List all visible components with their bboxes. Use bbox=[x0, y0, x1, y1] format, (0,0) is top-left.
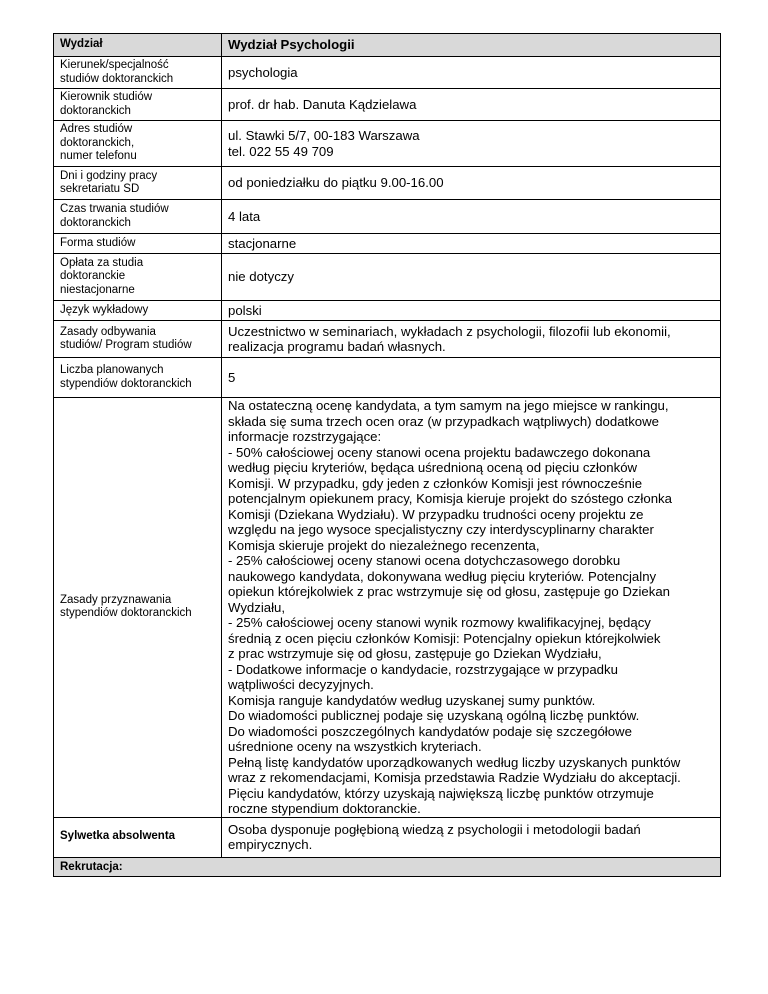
row-value: Osoba dysponuje pogłębioną wiedzą z psychologii i metodologii badań empirycznych. bbox=[222, 817, 721, 857]
row-value: ul. Stawki 5/7, 00-183 Warszawa tel. 022 55 49 709 bbox=[222, 121, 721, 167]
row-value: 4 lata bbox=[222, 200, 721, 234]
table-row bbox=[54, 254, 721, 301]
header-value: Wydział Psychologii bbox=[222, 34, 721, 57]
row-label: Kierownik studiów doktoranckich bbox=[54, 89, 222, 121]
row-value: Uczestnictwo w seminariach, wykładach z psychologii, filozofii lub ekonomii, realizacja programu badań własnych. bbox=[222, 321, 721, 358]
row-value: od poniedziałku do piątku 9.00-16.00 bbox=[222, 167, 721, 200]
recruitment-label: Rekrutacja: bbox=[54, 857, 721, 876]
row-value: stacjonarne bbox=[222, 234, 721, 254]
row-value: 5 bbox=[222, 358, 721, 398]
row-value: psychologia bbox=[222, 57, 721, 89]
table-row bbox=[54, 358, 721, 398]
row-label: Opłata za studia doktoranckie niestacjonarne bbox=[54, 254, 222, 301]
table-row bbox=[54, 121, 721, 167]
row-label: Dni i godziny pracy sekretariatu SD bbox=[54, 167, 222, 200]
table-row bbox=[54, 89, 721, 121]
row-label: Język wykładowy bbox=[54, 301, 222, 321]
table-row bbox=[54, 200, 721, 234]
row-label: Zasady odbywania studiów/ Program studiów bbox=[54, 321, 222, 358]
row-label: Zasady przyznawania stypendiów doktoranckich bbox=[54, 398, 222, 818]
row-value: prof. dr hab. Danuta Kądzielawa bbox=[222, 89, 721, 121]
info-table bbox=[53, 33, 721, 877]
table-row bbox=[54, 167, 721, 200]
table-row bbox=[54, 234, 721, 254]
table-header-row bbox=[54, 34, 721, 57]
row-label: Czas trwania studiów doktoranckich bbox=[54, 200, 222, 234]
row-label: Kierunek/specjalność studiów doktoranckich bbox=[54, 57, 222, 89]
row-value: nie dotyczy bbox=[222, 254, 721, 301]
row-label: Liczba planowanych stypendiów doktoranckich bbox=[54, 358, 222, 398]
row-value: polski bbox=[222, 301, 721, 321]
row-label: Sylwetka absolwenta bbox=[54, 817, 222, 857]
table-row bbox=[54, 398, 721, 818]
recruitment-row bbox=[54, 857, 721, 876]
header-label: Wydział bbox=[54, 34, 222, 57]
table-row bbox=[54, 321, 721, 358]
row-value: Na ostateczną ocenę kandydata, a tym samym na jego miejsce w rankingu, składa się suma trzech ocen oraz (w przypadkach wątpliwych) dodatkowe informacje rozstrzygające: - 50% całościowej oceny stanowi ocena projektu badawczego dokonana według pięciu kryteriów, będąca uśrednioną oceną od pięciu członków Komisji. W przypadku, gdy jeden z członków Komisji jest równocześnie potencjalnym opiekunem pracy, Komisja kieruje projekt do szóstego członka Komisji (Dziekana Wydziału). W przypadku trudności oceny projektu ze względu na jego wysoce specjalistyczny czy interdyscyplinarny charakter Komisja skieruje projekt do niezależnego recenzenta, - 25% całościowej oceny stanowi ocena dotychczasowego dorobku naukowego kandydata, dokonywana według pięciu kryteriów. Potencjalny opiekun którejkolwiek z prac wstrzymuje się od głosu, zastępuje go Dziekan Wydziału, - 25% całościowej oceny stanowi wynik rozmowy kwalifikacyjnej, będący średnią z ocen pięciu członków Komisji: Potencjalny opiekun którejkolwiek z prac wstrzymuje się od głosu, zastępuje go Dziekan Wydziału, - Dodatkowe informacje o kandydacie, rozstrzygające w przypadku wątpliwości decyzyjnych. Komisja ranguje kandydatów według uzyskanej sumy punktów. Do wiadomości publicznej podaje się uzyskaną ogólną liczbę punktów. Do wiadomości poszczególnych kandydatów podaje się szczegółowe uśrednione oceny na wszystkich kryteriach. Pełną listę kandydatów uporządkowanych według liczby uzyskanych punktów wraz z rekomendacjami, Komisja przedstawia Radzie Wydziału do akceptacji. Pięciu kandydatów, którzy uzyskają największą liczbę punktów otrzymuje roczne stypendium doktoranckie. bbox=[222, 398, 721, 818]
row-label: Forma studiów bbox=[54, 234, 222, 254]
table-row bbox=[54, 301, 721, 321]
table-row bbox=[54, 817, 721, 857]
table-row bbox=[54, 57, 721, 89]
row-label: Adres studiów doktoranckich, numer telefonu bbox=[54, 121, 222, 167]
